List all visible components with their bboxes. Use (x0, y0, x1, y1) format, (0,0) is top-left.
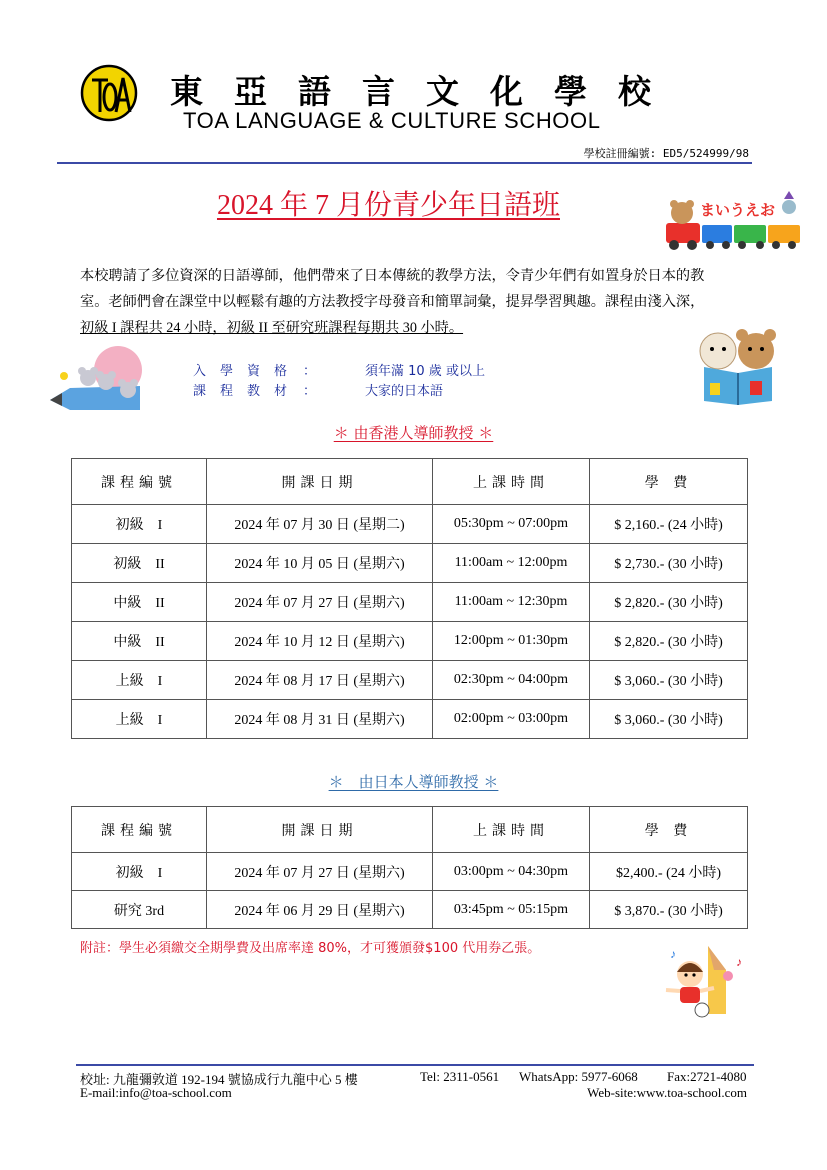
footer-tel: Tel: 2311-0561 (420, 1069, 500, 1084)
footer-email: E-mail:info@toa-school.com (80, 1085, 232, 1100)
start-date: 2024 年 08 月 31 日 (星期六) (207, 700, 433, 739)
school-name-en: TOA LANGUAGE & CULTURE SCHOOL (183, 108, 601, 133)
class-time: 02:00pm ~ 03:00pm (433, 700, 590, 739)
school-logo (80, 64, 138, 122)
course-code: 研究 3rd (72, 891, 207, 929)
table-header-row (72, 459, 748, 505)
col-course-code: 課程編號 (72, 459, 207, 505)
class-time: 03:00pm ~ 04:30pm (433, 853, 590, 891)
requirement-value: 須年滿 10 歲 或以上 (365, 364, 485, 379)
intro-line-1: 本校聘請了多位資深的日語導師，他們帶來了日本傳統的教學方法，令青少年們有如置身於日本的教 (80, 268, 705, 284)
bears-reading-illustration (688, 327, 788, 405)
header-divider (57, 162, 752, 164)
table-row (72, 853, 748, 891)
requirement-colon: ： (303, 384, 317, 399)
footer-fax: Fax:2721-4080 (667, 1069, 747, 1084)
table-row (72, 891, 748, 929)
course-code: 中級 II (72, 583, 207, 622)
start-date: 2024 年 07 月 30 日 (星期二) (207, 505, 433, 544)
footnote: 附註：學生必須繳交全期學費及出席率達 80%，才可獲頒發$100 代用券乙張。 (80, 941, 541, 956)
hk-teacher-schedule-table (71, 458, 748, 739)
course-code: 初級 II (72, 544, 207, 583)
requirement-row (193, 362, 485, 382)
course-code: 上級 I (72, 661, 207, 700)
fee: $ 3,060.- (30 小時) (590, 700, 748, 739)
class-time: 05:30pm ~ 07:00pm (433, 505, 590, 544)
fee: $ 2,730.- (30 小時) (590, 544, 748, 583)
class-time: 12:00pm ~ 01:30pm (433, 622, 590, 661)
start-date: 2024 年 10 月 12 日 (星期六) (207, 622, 433, 661)
train-illustration (664, 193, 804, 253)
fee: $2,400.- (24 小時) (590, 853, 748, 891)
start-date: 2024 年 07 月 27 日 (星期六) (207, 853, 433, 891)
svg-text:♪: ♪ (736, 955, 742, 969)
svg-text:♪: ♪ (670, 947, 676, 961)
course-code: 初級 I (72, 505, 207, 544)
course-code: 初級 I (72, 853, 207, 891)
start-date: 2024 年 07 月 27 日 (星期六) (207, 583, 433, 622)
class-time: 11:00am ~ 12:30pm (433, 583, 590, 622)
class-time: 11:00am ~ 12:00pm (433, 544, 590, 583)
requirement-label: 課程教材 (193, 384, 302, 399)
class-time: 03:45pm ~ 05:15pm (433, 891, 590, 929)
fee: $ 2,160.- (24 小時) (590, 505, 748, 544)
intro-line-2: 室。老師們會在課堂中以輕鬆有趣的方法教授字母發音和簡單詞彙，提昇學習興趣。課程由淺入深， (80, 294, 705, 310)
section-title-hk-teachers: ＊ 由香港人導師教授 ＊ (333, 424, 494, 442)
page-title: 2024 年 7 月份青少年日語班 (216, 190, 560, 221)
footer-website: Web-site:www.toa-school.com (587, 1085, 747, 1100)
footer-whatsapp: WhatsApp: 5977-6068 (519, 1069, 638, 1084)
table-row (72, 661, 748, 700)
fee: $ 2,820.- (30 小時) (590, 583, 748, 622)
jp-teacher-schedule-table (71, 806, 748, 929)
train-kana: まいうえお (700, 201, 776, 219)
intro-paragraph (80, 263, 752, 341)
col-class-time: 上課時間 (433, 807, 590, 853)
col-fee: 學 費 (590, 459, 748, 505)
intro-line-3: 初級 I 課程共 24 小時，初級 II 至研究班課程每期共 30 小時。 (80, 320, 464, 336)
table-row (72, 544, 748, 583)
pencil-mice-illustration (48, 344, 152, 416)
table-row (72, 700, 748, 739)
footer-divider (76, 1064, 754, 1066)
child-pencil-illustration (664, 944, 750, 1022)
requirement-row (193, 382, 485, 402)
col-start-date: 開課日期 (207, 807, 433, 853)
col-start-date: 開課日期 (207, 459, 433, 505)
requirement-value: 大家的日本語 (365, 384, 444, 399)
course-requirements (193, 362, 485, 402)
col-course-code: 課程編號 (72, 807, 207, 853)
start-date: 2024 年 08 月 17 日 (星期六) (207, 661, 433, 700)
class-time: 02:30pm ~ 04:00pm (433, 661, 590, 700)
school-name-zh: 東亞語言文化學校 (170, 72, 682, 111)
course-code: 上級 I (72, 700, 207, 739)
section-title-jp-teachers: ＊ 由日本人導師教授 ＊ (328, 773, 499, 791)
table-header-row (72, 807, 748, 853)
footer-address: 校址: 九龍彌敦道 192-194 號協成行九龍中心 5 樓 (80, 1072, 358, 1087)
table-row (72, 505, 748, 544)
table-row (72, 622, 748, 661)
fee: $ 3,870.- (30 小時) (590, 891, 748, 929)
course-code: 中級 II (72, 622, 207, 661)
fee: $ 3,060.- (30 小時) (590, 661, 748, 700)
col-class-time: 上課時間 (433, 459, 590, 505)
start-date: 2024 年 10 月 05 日 (星期六) (207, 544, 433, 583)
fee: $ 2,820.- (30 小時) (590, 622, 748, 661)
logo-text: TOA (109, 122, 112, 123)
requirement-colon: ： (303, 364, 317, 379)
start-date: 2024 年 06 月 29 日 (星期六) (207, 891, 433, 929)
table-row (72, 583, 748, 622)
requirement-label: 入學資格 (193, 364, 302, 379)
col-fee: 學 費 (590, 807, 748, 853)
registration-number: 學校註冊編號: ED5/524999/98 (583, 147, 749, 160)
